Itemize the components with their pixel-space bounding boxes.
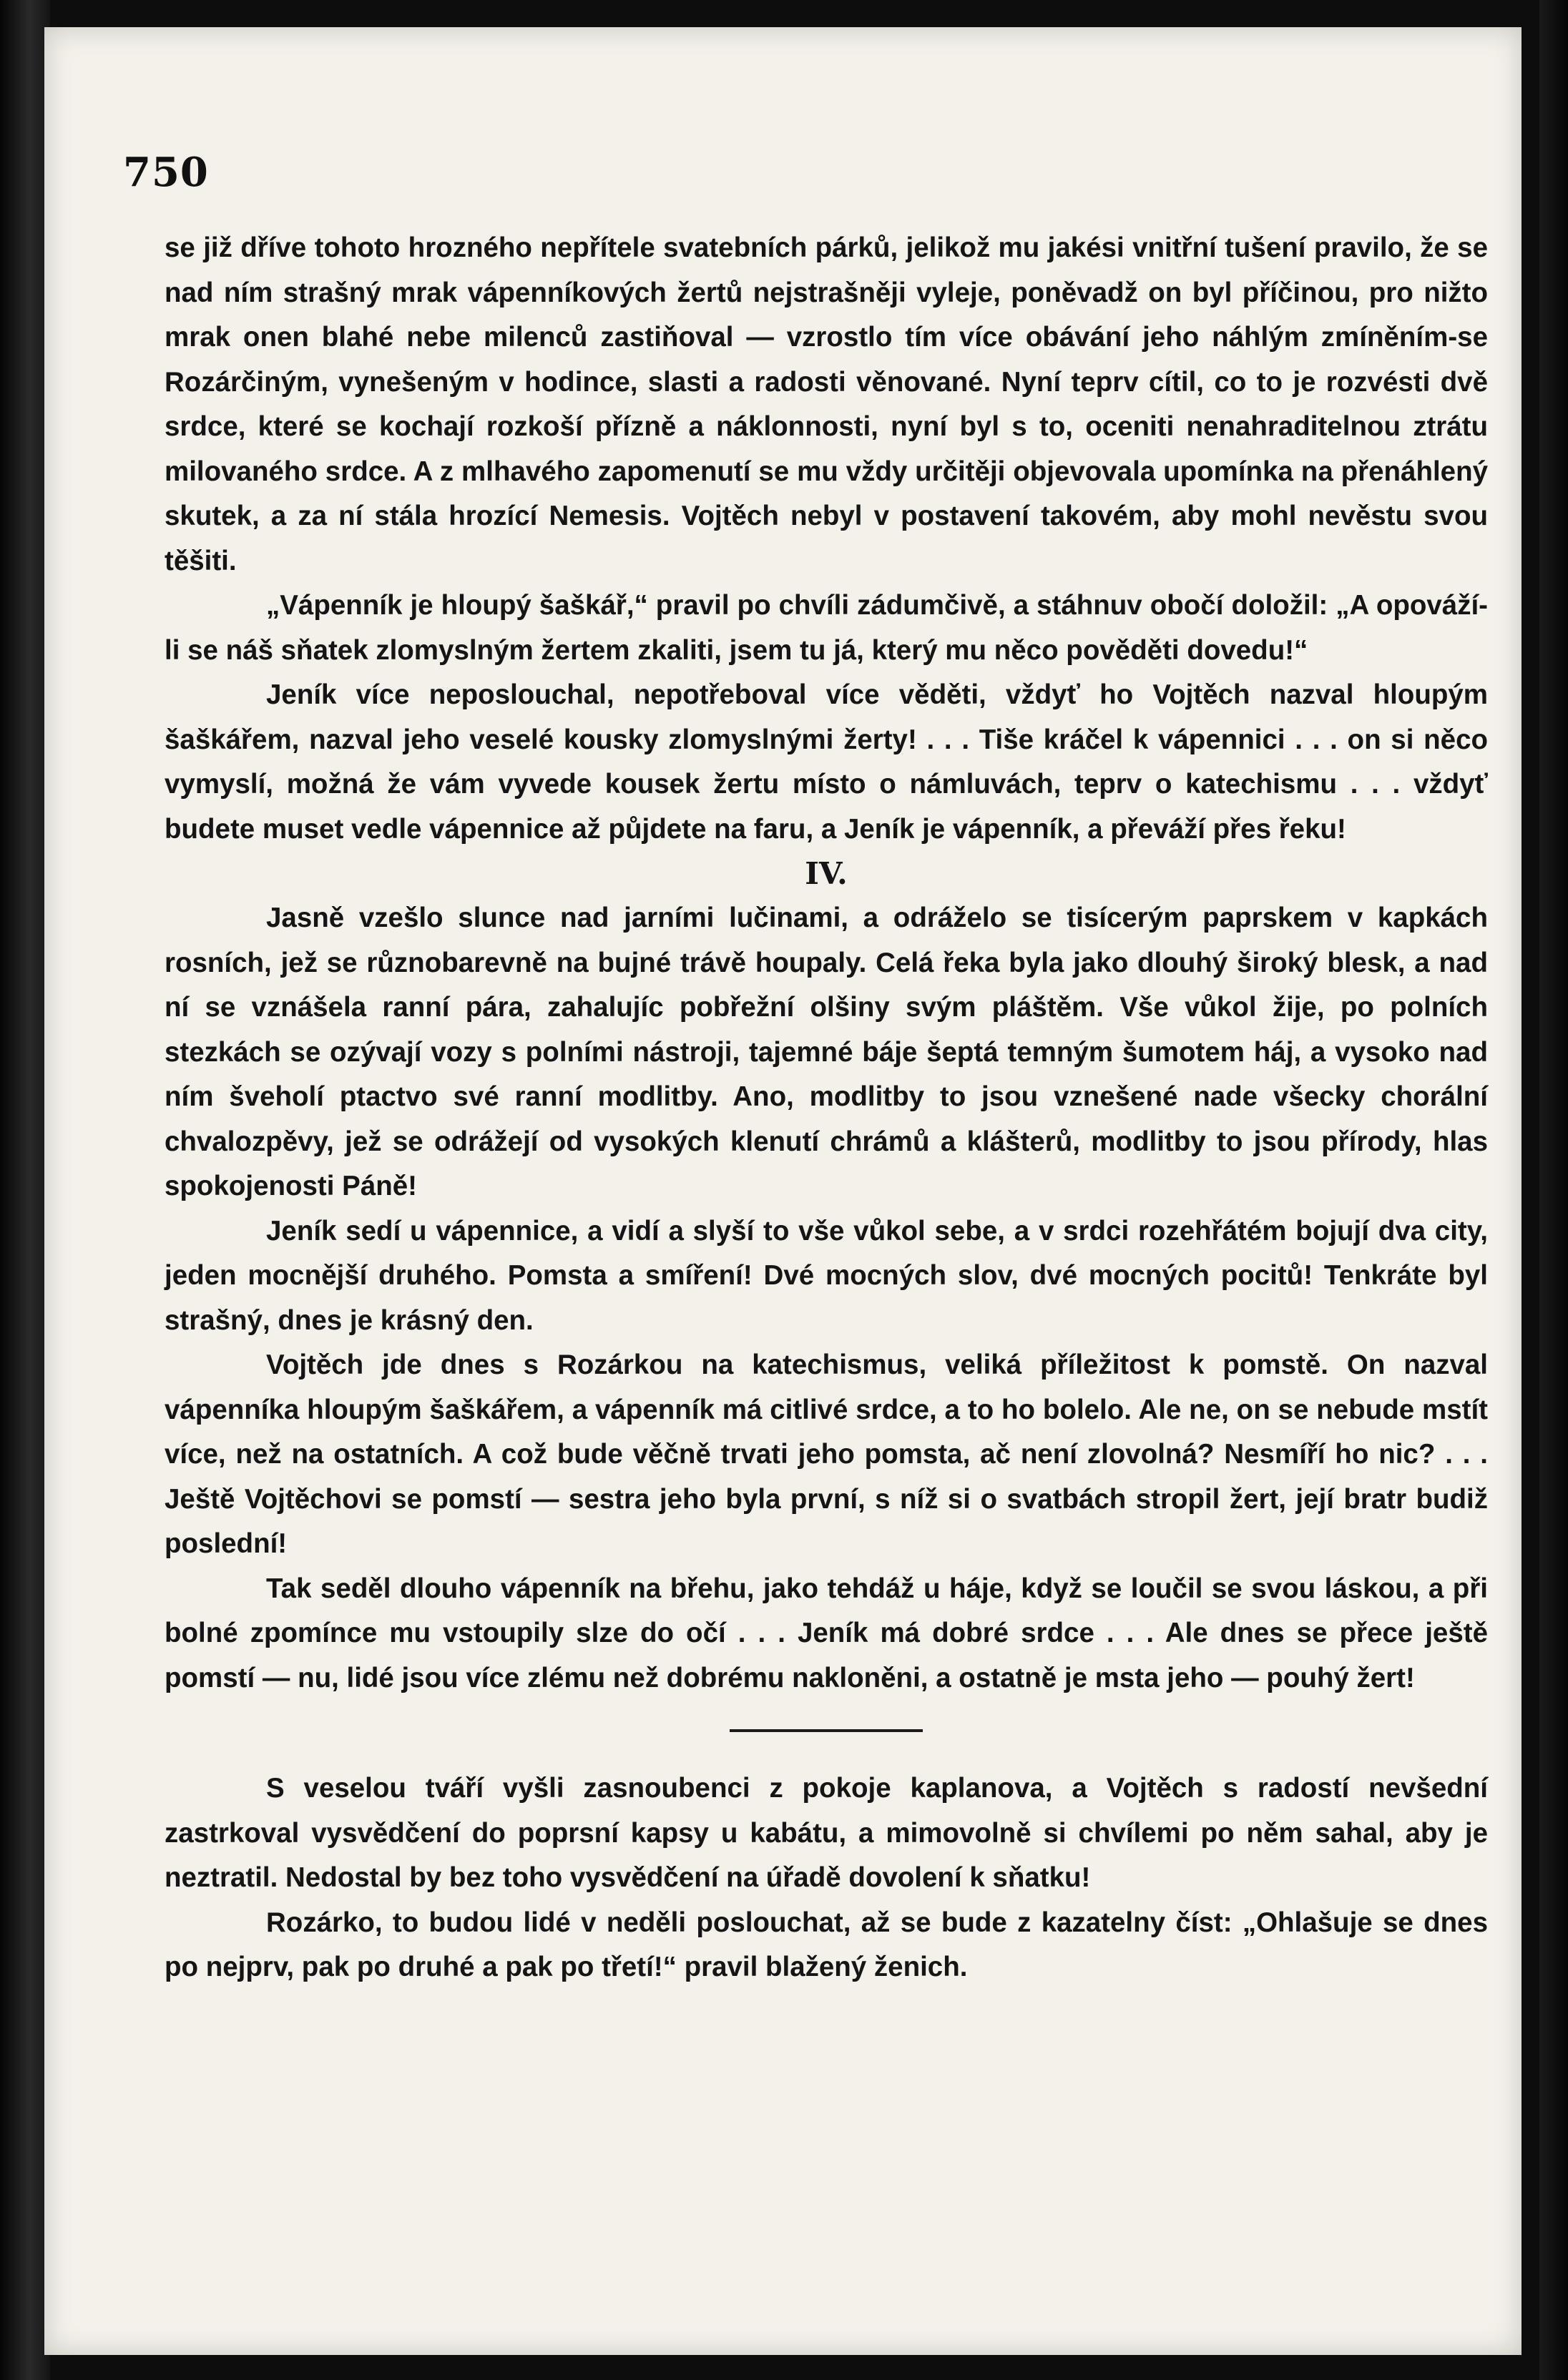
paragraph: Jasně vzešlo slunce nad jarními lučinami, a odráželo se tisícerým paprskem v kapkách rosních, jež se různobarevně na bujné trávě houpaly. Celá řeka byla jako dlouhý široký blesk, a nad ní se vznášela ranní pára, zahalujíc pobřežní olšiny svým pláštěm. Vše vůkol žije, po polních stezkách se ozývají vozy s polními nástroji, tajemné báje šeptá temným šumotem háj, a vysoko nad ním šveholí ptactvo své ranní modlitby. Ano, modlitby to jsou vznešené nade všecky chorální chvalozpěvy, jež se odrážejí od vysokých klenutí chrámů a klášterů, modlitby to jsou přírody, hlas spokojenosti Páně! (165, 903, 1488, 1201)
text-column (165, 226, 1488, 1990)
section-heading: IV. (805, 856, 848, 891)
paragraph: Tak seděl dlouho vápenník na břehu, jako tehdáž u háje, když se loučil se svou láskou, a při bolné zpomínce mu vstoupily slze do očí . . . Jeník má dobré srdce . . . Ale dnes se přece ještě pomstí — nu, lidé jsou více zlému než dobrému nakloněni, a ostatně je msta jeho — pouhý žert! (165, 1573, 1488, 1693)
page-number: 750 (123, 149, 209, 196)
paragraph: Vojtěch jde dnes s Rozárkou na katechismus, veliká příležitost k pomstě. On nazval vápenníka hloupým šaškářem, a vápenník má citlivé srdce, a to ho bolelo. Ale ne, on se nebude mstít více, než na ostatních. A což bude věčně trvati jeho pomsta, ač není zlovolná? Nesmíří ho nic? . . . Ještě Vojtěchovi se pomstí — sestra jeho byla první, s níž si o svatbách stropil žert, její bratr budiž poslední! (165, 1349, 1488, 1559)
paragraph: Jeník více neposlouchal, nepotřeboval více věděti, vždyť ho Vojtěch nazval hloupým šaškářem, nazval jeho veselé kousky zlomyslnými žerty! . . . Tiše kráčel k vápennici . . . on si něco vymyslí, možná že vám vyvede kousek žertu místo o námluvách, teprv o katechismu . . . vždyť budete muset vedle vápennice až půjdete na faru, a Jeník je vápenník, a převáží přes řeku! (165, 679, 1488, 845)
paragraph: „Vápenník je hloupý šaškář,“ pravil po chvíli zádumčivě, a stáhnuv obočí doložil: „A opováží-li se náš sňatek zlomyslným žertem zkaliti, jsem tu já, který mu něco pověděti dovedu!“ (165, 590, 1488, 666)
paragraph: se již dříve tohoto hrozného nepřítele svatebních párků, jelikož mu jakési vnitřní tušení pravilo, že se nad ním strašný mrak vápenníkových žertů nejstrašněji vyleje, poněvadž on byl příčinou, pro nižto mrak onen blahé nebe milenců zastiňoval — vzrostlo tím více obávání jeho náhlým zmíněním-se Rozárčiným, vynešeným v hodince, slasti a radosti věnované. Nyní teprv cítil, co to je rozvésti dvě srdce, které se kochají rozkoší přízně a náklonnosti, nyní byl s to, oceniti nenahraditelnou ztrátu milovaného srdce. A z mlhavého zapomenutí se mu vždy určitěji objevovala upomínka na přenáhlený skutek, a za ní stála hrozící Nemesis. Vojtěch nebyl v postavení takovém, aby mohl nevěstu svou těšiti. (165, 232, 1488, 576)
paragraph: Rozárko, to budou lidé v neděli poslouchat, až se bude z kazatelny číst: „Ohlašuje se dnes po nejprv, pak po druhé a pak po třetí!“ pravil blažený ženich. (165, 1907, 1488, 1982)
scan-edge-left (0, 0, 50, 2380)
scan-edge-right (1539, 0, 1568, 2380)
paragraph: Jeník sedí u vápennice, a vidí a slyší to vše vůkol sebe, a v srdci rozehřátém bojují dva city, jeden mocnější druhého. Pomsta a smíření! Dvé mocných slov, dvé mocných pocitů! Tenkráte byl strašný, dnes je krásný den. (165, 1215, 1488, 1336)
paragraph: S veselou tváří vyšli zasnoubenci z pokoje kaplanova, a Vojtěch s radostí nevšední zastrkoval vysvědčení do poprsní kapsy u kabátu, a mimovolně si chvílemi po něm sahal, aby je neztratil. Nedostal by bez toho vysvědčení na úřadě dovolení k sňatku! (165, 1773, 1488, 1893)
book-page (44, 27, 1522, 2355)
section-separator (730, 1729, 923, 1732)
